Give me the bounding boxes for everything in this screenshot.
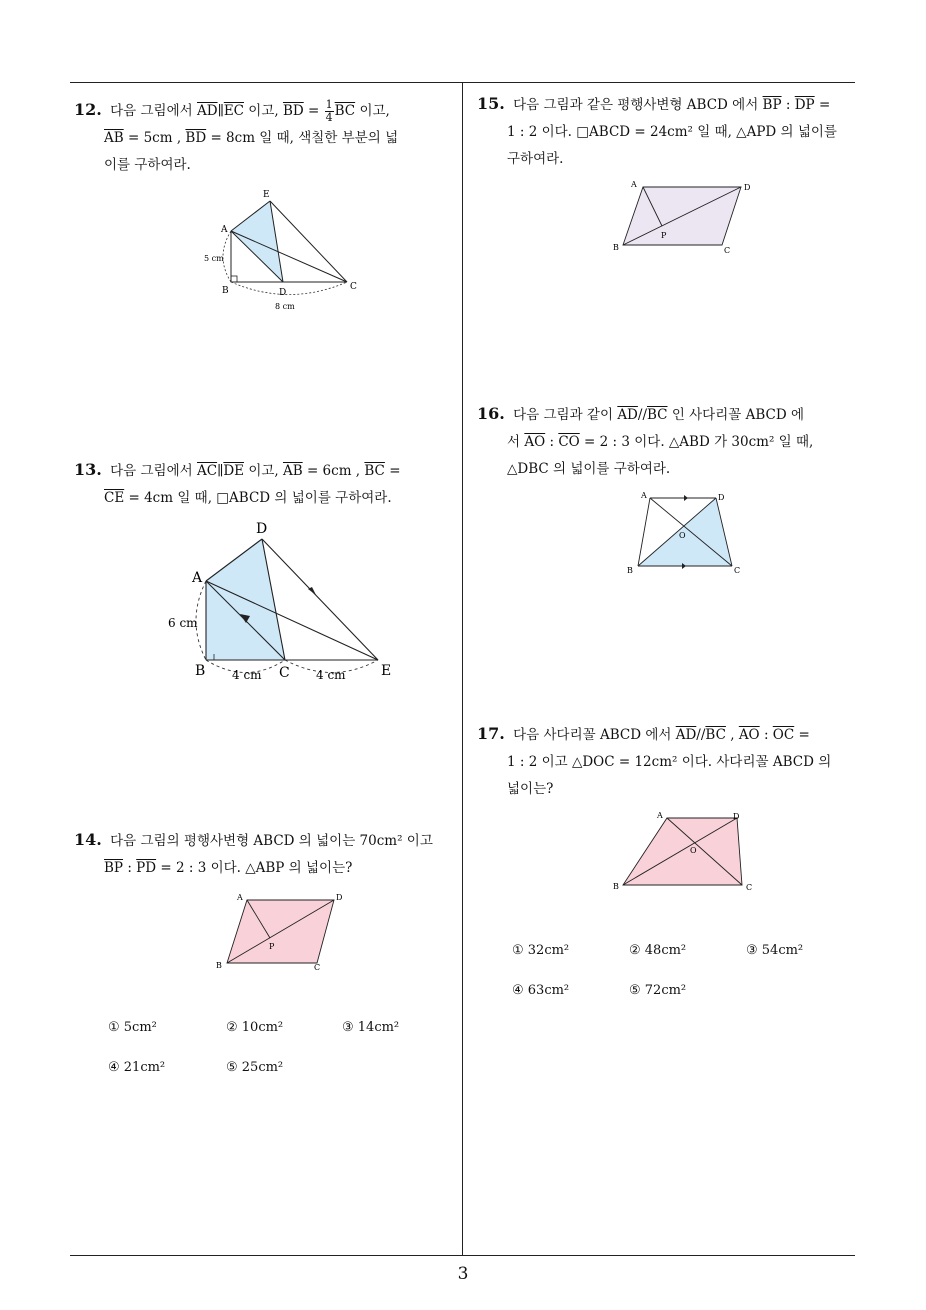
segment-label: $\overline{BC}$ — [334, 103, 356, 119]
choice-3[interactable]: ③ 54cm² — [746, 943, 804, 958]
text: = 8cm 일 때, 색칠한 부분의 넓 — [210, 130, 399, 146]
choices-14 — [108, 1020, 448, 1090]
text: 다음 그림과 같은 평행사변형 ABCD 에서 — [513, 97, 759, 113]
point-label-p: P — [269, 942, 275, 951]
column-divider — [462, 82, 463, 1255]
point-label-b: B — [222, 286, 229, 296]
segment-label: $\overline{OC}$ — [772, 727, 795, 743]
question-number: 13. — [74, 460, 102, 479]
figure-16 — [620, 488, 750, 578]
segment-label: $\overline{AD}$ — [617, 407, 638, 423]
segment-label: $\overline{CO}$ — [558, 434, 580, 450]
text: = 5cm , — [127, 130, 182, 146]
text: 다음 사다리꼴 ABCD 에서 — [513, 727, 672, 743]
length-label: 6 cm — [168, 616, 198, 630]
segment-label: $\overline{AO}$ — [524, 434, 546, 450]
figure-17 — [605, 805, 775, 895]
text: = — [798, 727, 810, 743]
length-label: 4 cm — [316, 668, 346, 682]
parallel-symbol: ∥ — [217, 463, 224, 479]
segment-label: $\overline{BP}$ — [104, 860, 124, 876]
question-15 — [477, 90, 837, 173]
choice-4[interactable]: ④ 21cm² — [108, 1060, 166, 1075]
point-label-d: D — [718, 493, 725, 502]
point-label-p: P — [661, 231, 667, 240]
choice-1[interactable]: ① 32cm² — [512, 943, 570, 958]
figure-13 — [160, 515, 400, 687]
point-label-a: A — [657, 811, 663, 820]
segment-label: $\overline{BD}$ — [185, 130, 207, 146]
parallel-symbol: // — [637, 407, 647, 423]
text: 구하여라. — [507, 151, 564, 167]
bottom-rule — [70, 1255, 855, 1256]
length-label: 8 cm — [275, 302, 295, 311]
parallel-symbol: // — [696, 727, 706, 743]
choice-4[interactable]: ④ 63cm² — [512, 983, 570, 998]
text: = — [308, 103, 320, 119]
text: 다음 그림에서 — [110, 463, 193, 479]
text: 이를 구하여라. — [104, 157, 191, 173]
question-number: 15. — [477, 94, 505, 113]
fraction-numerator: 1 — [325, 98, 333, 111]
text: = 2 : 3 이다. △ABP 의 넓이는? — [160, 860, 353, 876]
point-label-c: C — [734, 566, 741, 575]
segment-label: $\overline{AB}$ — [104, 130, 124, 146]
choice-1[interactable]: ① 5cm² — [108, 1020, 157, 1035]
point-label-b: B — [216, 961, 222, 970]
figure-15 — [605, 175, 760, 260]
choice-2[interactable]: ② 10cm² — [226, 1020, 284, 1035]
point-label-a: A — [192, 570, 203, 586]
page-number: 3 — [457, 1264, 469, 1284]
segment-label: $\overline{AO}$ — [738, 727, 760, 743]
segment-label: $\overline{CE}$ — [104, 490, 125, 506]
choice-3[interactable]: ③ 14cm² — [342, 1020, 400, 1035]
question-12 — [74, 96, 398, 179]
point-label-b: B — [613, 882, 619, 891]
point-label-a: A — [641, 491, 647, 500]
text: , — [730, 727, 735, 743]
segment-label: $\overline{BC}$ — [647, 407, 668, 423]
text: 이고, — [359, 103, 390, 119]
figure-12 — [195, 185, 370, 315]
point-label-b: B — [627, 566, 633, 575]
text: = — [818, 97, 831, 113]
point-label-d: D — [744, 183, 751, 192]
text: 다음 그림에서 — [110, 103, 193, 119]
question-16 — [477, 400, 813, 483]
segment-label: $\overline{DP}$ — [794, 97, 815, 113]
question-number: 17. — [477, 724, 505, 743]
fraction-denominator: 4 — [325, 111, 333, 124]
segment-label: $\overline{AB}$ — [282, 463, 303, 479]
text: = 4cm 일 때, □ABCD 의 넓이를 구하여라. — [128, 490, 392, 506]
point-label-d: D — [733, 812, 740, 821]
point-label-o: O — [690, 846, 697, 855]
question-number: 14. — [74, 830, 102, 849]
text: = 6cm , — [306, 463, 361, 479]
point-label-b: B — [613, 243, 619, 252]
question-number: 16. — [477, 404, 505, 423]
segment-label: $\overline{BD}$ — [282, 103, 304, 119]
fraction — [325, 99, 334, 124]
question-number: 12. — [74, 100, 102, 119]
question-17 — [477, 720, 831, 803]
segment-label: $\overline{BC}$ — [364, 463, 385, 479]
segment-label: $\overline{BC}$ — [705, 727, 726, 743]
choices-17 — [512, 943, 852, 1013]
choice-2[interactable]: ② 48cm² — [629, 943, 687, 958]
parallel-symbol: ∥ — [217, 103, 224, 119]
segment-label: $\overline{AC}$ — [196, 463, 218, 479]
point-label-c: C — [746, 883, 753, 892]
segment-label: $\overline{AD}$ — [196, 103, 218, 119]
segment-label: $\overline{EC}$ — [223, 103, 244, 119]
segment-label: $\overline{BP}$ — [762, 97, 782, 113]
text: : — [763, 727, 769, 743]
point-label-c: C — [724, 246, 731, 255]
text: 서 — [507, 434, 521, 450]
question-14 — [74, 826, 433, 882]
segment-label: $\overline{PD}$ — [136, 860, 157, 876]
choice-5[interactable]: ⑤ 72cm² — [629, 983, 687, 998]
text: = 2 : 3 이다. △ABD 가 30cm² 일 때, — [584, 434, 814, 450]
text: 다음 그림의 평행사변형 ABCD 의 넓이는 70cm² 이고 — [110, 833, 433, 849]
point-label-a: A — [221, 225, 228, 235]
text: : — [785, 97, 791, 113]
point-label-a: A — [237, 893, 243, 902]
figure-14 — [210, 888, 350, 973]
point-label-e: E — [381, 663, 392, 679]
text: 이고, — [248, 103, 279, 119]
point-label-d: D — [336, 893, 343, 902]
choice-5[interactable]: ⑤ 25cm² — [226, 1060, 284, 1075]
length-label: 4 cm — [232, 668, 262, 682]
point-label-o: O — [679, 531, 686, 540]
segment-label: $\overline{AD}$ — [675, 727, 697, 743]
point-label-c: C — [279, 665, 290, 681]
point-label-c: C — [314, 963, 321, 972]
text: 이고, — [248, 463, 279, 479]
point-label-c: C — [350, 282, 357, 292]
point-label-d: D — [279, 288, 287, 298]
length-label: 5 cm — [204, 254, 224, 263]
text: 1 : 2 이고 △DOC = 12cm² 이다. 사다리꼴 ABCD 의 — [507, 754, 832, 770]
text: 넓이는? — [507, 781, 554, 797]
point-label-d: D — [256, 521, 268, 537]
question-13 — [74, 456, 401, 512]
point-label-a: A — [631, 180, 637, 189]
text: 인 사다리꼴 ABCD 에 — [671, 407, 805, 423]
text: : — [549, 434, 555, 450]
shaded-triangle — [231, 201, 283, 282]
segment-label: $\overline{DE}$ — [223, 463, 245, 479]
text: : — [127, 860, 132, 876]
text: 1 : 2 이다. □ABCD = 24cm² 일 때, △APD 의 넓이를 — [507, 124, 837, 140]
text: 다음 그림과 같이 — [513, 407, 614, 423]
point-label-b: B — [195, 663, 206, 679]
text: △DBC 의 넓이를 구하여라. — [507, 461, 671, 477]
text: = — [389, 463, 401, 479]
point-label-e: E — [263, 190, 270, 200]
